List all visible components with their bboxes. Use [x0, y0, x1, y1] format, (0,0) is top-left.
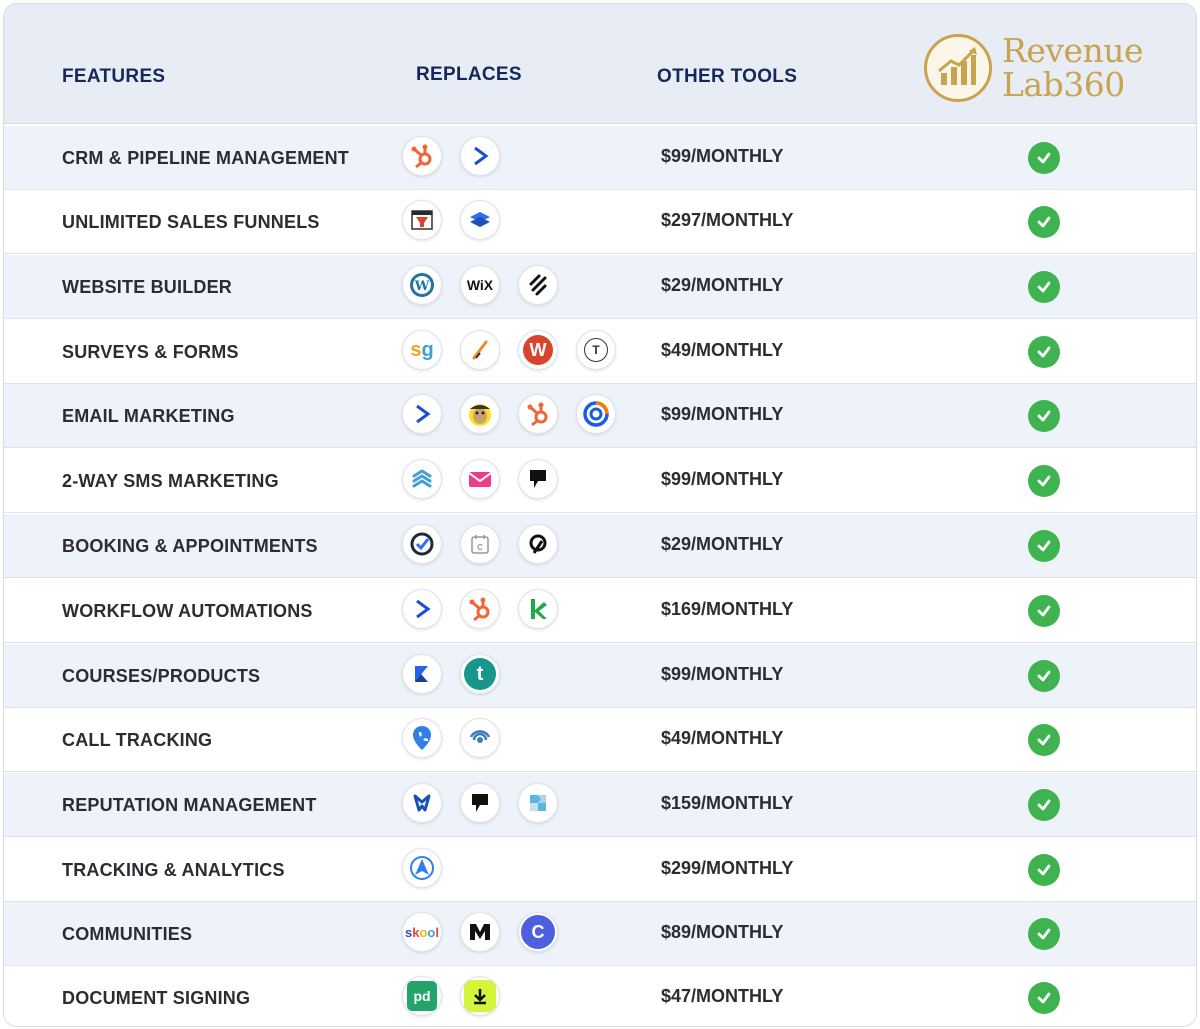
feature-label: DOCUMENT SIGNING	[62, 988, 251, 1008]
keap-icon	[518, 589, 558, 629]
wordpress-icon	[402, 265, 442, 305]
skool-icon: skool	[402, 912, 442, 952]
other-tools-price: $49/MONTHLY	[661, 728, 784, 748]
feature-label: WORKFLOW AUTOMATIONS	[62, 601, 313, 621]
table-row	[4, 579, 1196, 643]
typeform-icon: T	[576, 330, 616, 370]
comparison-table	[3, 3, 1197, 1027]
table-row	[4, 514, 1196, 578]
feature-label: WEBSITE BUILDER	[62, 277, 233, 297]
hubspot-icon	[518, 394, 558, 434]
callrail-icon	[402, 718, 442, 758]
checkmark-icon	[1028, 660, 1060, 692]
brand-name	[1002, 31, 1144, 104]
table-header	[4, 4, 1196, 124]
hubspot-icon	[402, 136, 442, 176]
checkmark-icon	[1028, 400, 1060, 432]
other-tools-price: $299/MONTHLY	[661, 858, 794, 878]
feature-label: CALL TRACKING	[62, 730, 213, 750]
growth-chart-icon	[924, 34, 992, 102]
surveygizmo-icon: sg	[402, 330, 442, 370]
sms-stack-icon	[402, 459, 442, 499]
teachable-icon: t	[460, 654, 500, 694]
brand-line-1: Revenue	[1002, 31, 1144, 70]
checkmark-icon	[1028, 789, 1060, 821]
feature-label: COURSES/PRODUCTS	[62, 666, 261, 686]
other-tools-price: $297/MONTHLY	[661, 210, 794, 230]
hubspot-icon	[460, 589, 500, 629]
feature-label: UNLIMITED SALES FUNNELS	[62, 212, 320, 232]
table-row	[4, 838, 1196, 902]
mailchimp-icon	[460, 394, 500, 434]
brand-line-2: Lab360	[1002, 65, 1125, 104]
feature-label: CRM & PIPELINE MANAGEMENT	[62, 148, 350, 168]
checkmark-icon	[1028, 530, 1060, 562]
features-column-header: FEATURES	[62, 66, 166, 87]
checkmark-icon	[1028, 142, 1060, 174]
analytics-icon	[402, 848, 442, 888]
acuity-icon	[518, 524, 558, 564]
calltracking-icon	[460, 718, 500, 758]
other-tools-price: $47/MONTHLY	[661, 986, 784, 1006]
feature-label: BOOKING & APPOINTMENTS	[62, 536, 318, 556]
clickfunnels-icon	[402, 200, 442, 240]
wufoo-icon: W	[518, 330, 558, 370]
checkmark-icon	[1028, 918, 1060, 950]
table-row	[4, 644, 1196, 708]
constantcontact-icon	[576, 394, 616, 434]
other-tools-price: $99/MONTHLY	[661, 469, 784, 489]
other-tools-price: $159/MONTHLY	[661, 793, 794, 813]
table-row	[4, 190, 1196, 254]
table-row	[4, 126, 1196, 190]
feature-label: REPUTATION MANAGEMENT	[62, 795, 317, 815]
feature-label: 2-WAY SMS MARKETING	[62, 471, 279, 491]
mail-icon	[460, 459, 500, 499]
birdeye-icon	[402, 783, 442, 823]
svg-text:C: C	[477, 543, 483, 552]
svg-text:W: W	[414, 279, 430, 294]
other-tools-price: $99/MONTHLY	[661, 664, 784, 684]
wix-icon: WiX	[460, 265, 500, 305]
puzzle-icon	[518, 783, 558, 823]
other-tools-price: $169/MONTHLY	[661, 599, 794, 619]
checkmark-icon	[1028, 206, 1060, 238]
other-tools-price: $99/MONTHLY	[661, 404, 784, 424]
replaces-column-header: REPLACES	[416, 64, 522, 85]
revenuelab360-logo	[924, 30, 1154, 110]
other-tools-price: $99/MONTHLY	[661, 146, 784, 166]
table-row	[4, 449, 1196, 513]
other-tools-price: $89/MONTHLY	[661, 922, 784, 942]
table-row	[4, 255, 1196, 319]
table-row	[4, 384, 1196, 448]
podium-icon	[460, 783, 500, 823]
other-tools-price: $29/MONTHLY	[661, 275, 784, 295]
other-tools-price: $49/MONTHLY	[661, 340, 784, 360]
feature-label: EMAIL MARKETING	[62, 406, 235, 426]
calendly-icon	[402, 524, 442, 564]
circle-icon: C	[518, 912, 558, 952]
leadpages-icon	[460, 200, 500, 240]
checkmark-icon	[1028, 595, 1060, 627]
calendar-icon	[460, 524, 500, 564]
other-tools-price: $29/MONTHLY	[661, 534, 784, 554]
other-tools-column-header: OTHER TOOLS	[657, 66, 798, 87]
checkmark-icon	[1028, 465, 1060, 497]
checkmark-icon	[1028, 854, 1060, 886]
activecampaign-icon	[460, 136, 500, 176]
feature-label: COMMUNITIES	[62, 924, 193, 944]
download-icon	[460, 976, 500, 1016]
mighty-icon	[460, 912, 500, 952]
activecampaign-icon	[402, 589, 442, 629]
squarespace-icon	[518, 265, 558, 305]
checkmark-icon	[1028, 336, 1060, 368]
jotform-icon	[460, 330, 500, 370]
feature-label: TRACKING & ANALYTICS	[62, 860, 285, 880]
table-row	[4, 708, 1196, 772]
pandadoc-icon: pd	[402, 976, 442, 1016]
checkmark-icon	[1028, 982, 1060, 1014]
activecampaign-icon	[402, 394, 442, 434]
table-row	[4, 902, 1196, 966]
checkmark-icon	[1028, 271, 1060, 303]
table-row	[4, 320, 1196, 384]
podium-icon	[518, 459, 558, 499]
checkmark-icon	[1028, 724, 1060, 756]
feature-label: SURVEYS & FORMS	[62, 342, 239, 362]
table-row	[4, 966, 1196, 1027]
kajabi-icon	[402, 654, 442, 694]
table-row	[4, 773, 1196, 837]
